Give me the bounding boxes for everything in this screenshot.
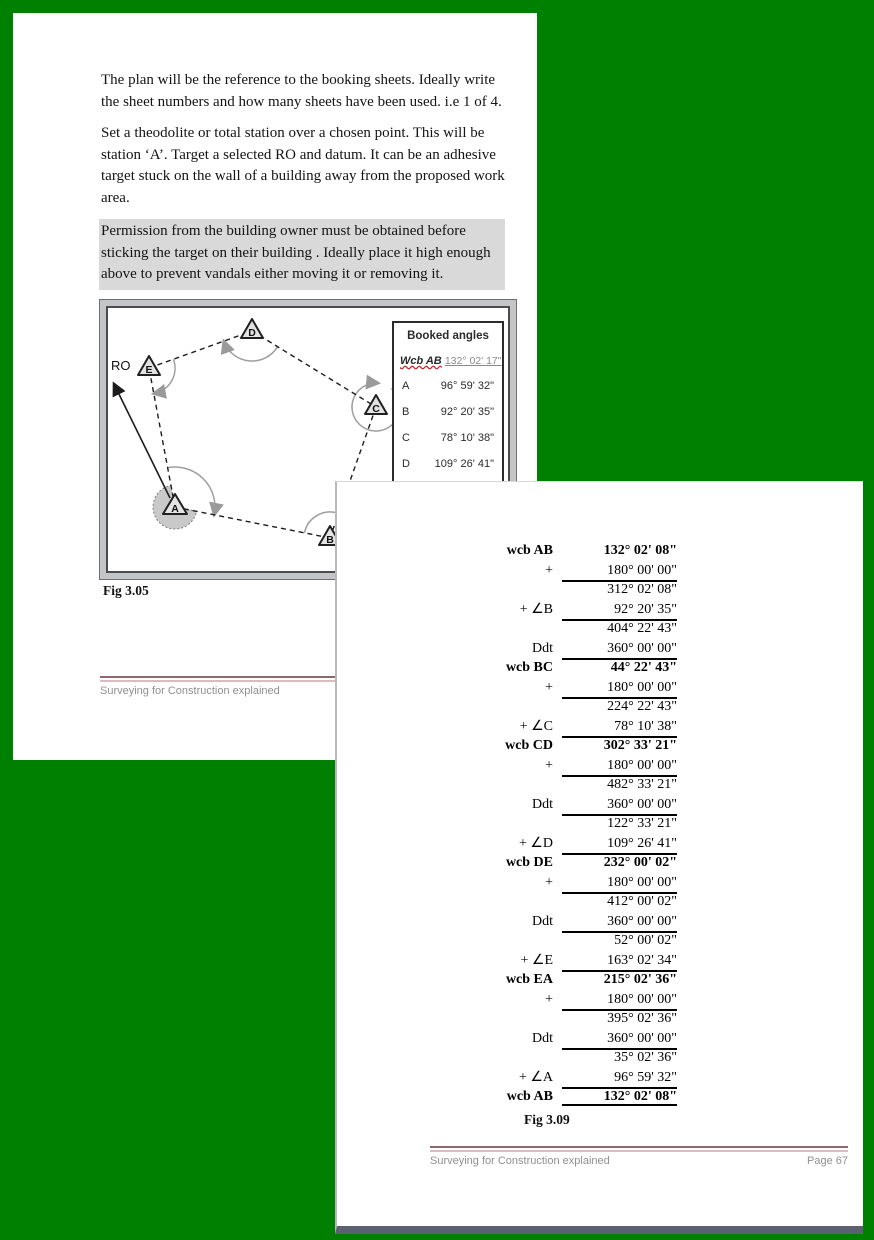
calc-row-value: 360° 00' 00": [607, 796, 677, 812]
calc-row-value: 395° 02' 36": [565, 1009, 677, 1029]
calc-row-value: 360° 00' 00": [607, 640, 677, 656]
calc-row: [415, 717, 677, 737]
booked-angle-value: 96° 59' 32": [440, 380, 494, 392]
calc-row: [415, 736, 677, 756]
calc-row: [415, 697, 677, 717]
calc-row-label: Ddt: [532, 796, 553, 812]
calc-row-label: +: [545, 991, 553, 1007]
text-line: station ‘A’. Target a selected RO and datum. It can be an adhesive: [101, 146, 496, 163]
text-line: the sheet numbers and how many sheets have been used. i.e 1 of 4.: [101, 93, 502, 110]
calc-row: [415, 990, 677, 1010]
calc-row-value: 122° 33' 21": [565, 814, 677, 834]
calc-row: [415, 795, 677, 815]
calc-row-value: 180° 00' 00": [607, 757, 677, 773]
calc-row-value: 232° 00' 02": [565, 853, 677, 873]
booked-angles-title: Booked angles: [407, 330, 489, 342]
booked-angle-row: [394, 432, 502, 444]
calc-row-label: +: [545, 874, 553, 890]
calc-row-value: 35° 02' 36": [565, 1048, 677, 1068]
booked-angle-row: [394, 380, 502, 392]
station-marker-d: [241, 319, 263, 339]
angle-arc-d: [224, 341, 278, 361]
station-letter-c: C: [372, 403, 380, 415]
figure-3-05-caption: Fig 3.05: [103, 583, 149, 598]
calc-row-label: Ddt: [532, 640, 553, 656]
calc-row-value: 215° 02' 36": [565, 970, 677, 990]
booked-wcb-value: 132° 02' 17": [444, 355, 502, 367]
calc-row-label: wcb AB: [506, 543, 553, 558]
calc-row-label: [415, 892, 565, 912]
calc-row: [415, 658, 677, 678]
booked-wcb-row: [394, 355, 502, 367]
calc-row-value: 163° 02' 34": [607, 952, 677, 968]
leg-d-c: [252, 331, 376, 407]
footer-book-title: Surveying for Construction explained: [100, 685, 280, 697]
calc-row-label: + ∠A: [518, 1069, 553, 1085]
calc-row-value: 132° 02' 08": [565, 1087, 677, 1107]
calc-row: [415, 951, 677, 971]
calc-row-label: wcb BC: [505, 660, 553, 675]
booked-angles-table: [392, 321, 504, 488]
text-line: above to prevent vandals either moving it or removing it.: [101, 266, 444, 282]
text-line: The plan will be the reference to the booking sheets. Ideally write: [101, 72, 496, 88]
booked-angle-station: D: [402, 458, 410, 470]
angle-arc-e: [154, 359, 175, 393]
ro-sight-line: [114, 384, 170, 498]
station-marker-e: [138, 356, 160, 376]
calc-row: [415, 639, 677, 659]
calc-row-value: 52° 00' 02": [565, 931, 677, 951]
station-letter-e: E: [145, 364, 153, 376]
paragraph-booking-sheets: [101, 70, 505, 113]
calc-row-label: wcb DE: [505, 855, 553, 870]
calc-row: [415, 931, 677, 951]
calc-row: [415, 580, 677, 600]
calc-row-label: [415, 1009, 565, 1029]
calc-row: [415, 892, 677, 912]
calc-row-value: 312° 02' 08": [565, 580, 677, 600]
footer-book-title: Surveying for Construction explained: [430, 1155, 610, 1167]
calc-row: [415, 912, 677, 932]
calc-row-label: [415, 931, 565, 951]
calc-row: [415, 561, 677, 581]
booked-angle-station: A: [402, 380, 410, 392]
calc-row: [415, 834, 677, 854]
station-letter-a: A: [171, 503, 179, 515]
footer-page-number: Page 67: [807, 1155, 848, 1167]
station-letter-b: B: [326, 534, 334, 546]
station-letter-d: D: [248, 327, 256, 339]
calc-row: [415, 619, 677, 639]
calc-row: [415, 1048, 677, 1068]
calc-row-label: Ddt: [532, 1030, 553, 1046]
bearing-calculation-table: [415, 541, 677, 1107]
booked-angle-row: [394, 406, 502, 418]
booked-angle-value: 109° 26' 41": [434, 458, 494, 470]
calc-row-value: 404° 22' 43": [565, 619, 677, 639]
calc-row-label: [415, 697, 565, 717]
calc-row-label: wcb EA: [505, 972, 553, 987]
calc-row-label: [415, 775, 565, 795]
paragraph-permission-highlighted: [99, 219, 505, 290]
calc-row-value: 78° 10' 38": [614, 718, 677, 734]
calc-row-label: Ddt: [532, 913, 553, 929]
booked-angle-row: [394, 458, 502, 470]
calc-row: [415, 853, 677, 873]
calc-row-value: 180° 00' 00": [607, 679, 677, 695]
text-line: sticking the target on their building . Ideally place it high enough: [101, 244, 491, 261]
calc-row: [415, 970, 677, 990]
figure-3-09-caption: Fig 3.09: [524, 1112, 570, 1127]
calc-row-value: 132° 02' 08": [603, 543, 677, 558]
calc-row-label: + ∠D: [518, 835, 553, 851]
calc-row-label: + ∠E: [520, 952, 553, 968]
text-line: Permission from the building owner must be obtained before: [101, 223, 466, 239]
calc-row-value: 224° 22' 43": [565, 697, 677, 717]
leg-a-e: [149, 368, 175, 507]
calc-row-label: [415, 814, 565, 834]
calc-row: [415, 1009, 677, 1029]
booked-angle-value: 78° 10' 38": [440, 432, 494, 444]
calc-row-label: wcb AB: [506, 1089, 553, 1104]
calc-row-value: 96° 59' 32": [614, 1069, 677, 1085]
page-2: [335, 481, 863, 1234]
calc-row: [415, 873, 677, 893]
calc-row-label: + ∠B: [519, 601, 553, 617]
leg-b-a: [175, 507, 330, 538]
calc-row-value: 180° 00' 00": [607, 874, 677, 890]
ro-label: RO: [111, 358, 131, 373]
calc-row: [415, 600, 677, 620]
calc-row: [415, 1087, 677, 1107]
page-2-footer: [430, 1146, 848, 1167]
calc-row-value: 180° 00' 00": [607, 991, 677, 1007]
calc-row-value: 44° 22' 43": [565, 658, 677, 678]
booked-angle-station: C: [402, 432, 410, 444]
station-marker-c: [365, 395, 387, 415]
calc-row-value: 360° 00' 00": [607, 1030, 677, 1046]
calc-row-label: +: [545, 562, 553, 578]
calc-row-value: 412° 00' 02": [565, 892, 677, 912]
paragraph-theodolite: [101, 123, 505, 209]
calc-row-value: 482° 33' 21": [565, 775, 677, 795]
text-line: Set a theodolite or total station over a chosen point. This will be: [101, 125, 485, 141]
calc-row-label: [415, 619, 565, 639]
text-line: target stuck on the wall of a building away from the proposed work: [101, 168, 505, 184]
calc-row: [415, 814, 677, 834]
calc-row: [415, 1068, 677, 1088]
calc-row: [415, 1029, 677, 1049]
body-text: [101, 70, 505, 300]
calc-row: [415, 678, 677, 698]
calc-row-label: +: [545, 679, 553, 695]
booked-angle-station: B: [402, 406, 410, 418]
calc-row-value: 360° 00' 00": [607, 913, 677, 929]
calc-row-label: +: [545, 757, 553, 773]
text-line: area.: [101, 189, 130, 206]
booked-wcb-label: Wcb AB: [400, 355, 442, 367]
calc-row: [415, 775, 677, 795]
leg-e-d: [149, 331, 252, 368]
calc-row-value: 109° 26' 41": [607, 835, 677, 851]
calc-row: [415, 756, 677, 776]
calc-row-label: wcb CD: [505, 738, 553, 753]
calc-row-value: 92° 20' 35": [614, 601, 677, 617]
calc-row-label: [415, 580, 565, 600]
booked-angle-value: 92° 20' 35": [440, 406, 494, 418]
calc-row-value: 302° 33' 21": [565, 736, 677, 756]
calc-row-label: + ∠C: [519, 718, 553, 734]
calc-row: [415, 541, 677, 561]
calc-row-value: 180° 00' 00": [607, 562, 677, 578]
calc-row-label: [415, 1048, 565, 1068]
